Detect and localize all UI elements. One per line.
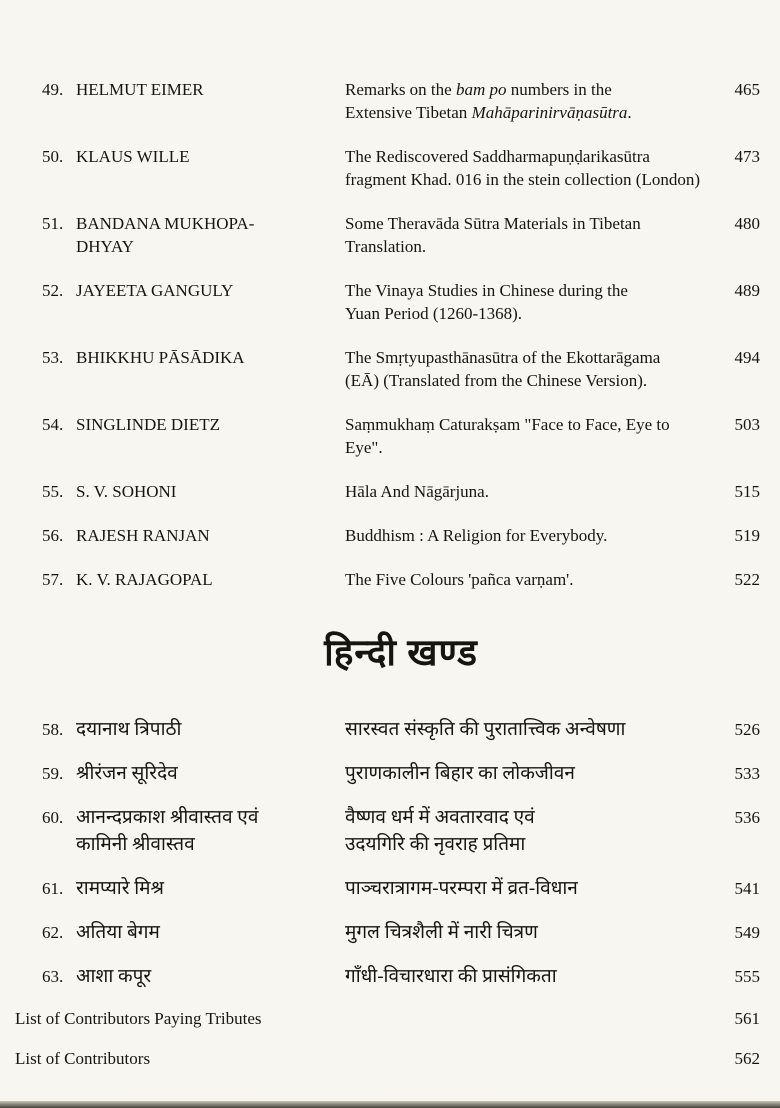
- entry-page-number: 526: [734, 720, 760, 739]
- author-line: SINGLINDE DIETZ: [76, 415, 220, 434]
- entry-number: 57.: [42, 570, 64, 589]
- entry-title: [345, 212, 714, 258]
- author-line: DHYAY: [76, 237, 134, 256]
- toc-entry: [42, 78, 760, 124]
- footer-entry: [15, 1007, 760, 1030]
- entry-page-number: 515: [734, 482, 760, 501]
- entry-author: [76, 212, 345, 258]
- title-line: [345, 78, 714, 101]
- title-line: [345, 346, 714, 369]
- title-line: [345, 235, 714, 258]
- entry-title: [345, 804, 714, 858]
- entry-title: [345, 480, 714, 503]
- title-line: [345, 101, 714, 124]
- entry-author: [76, 716, 345, 743]
- entry-number: 59.: [42, 764, 64, 783]
- toc-entry: [42, 480, 760, 503]
- page-bottom-edge: [0, 1101, 780, 1108]
- author-line: दयानाथ त्रिपाठी: [76, 719, 182, 740]
- toc-entry: [42, 413, 760, 459]
- entry-page-number: 519: [734, 526, 760, 545]
- entry-number: 60.: [42, 808, 64, 827]
- entry-title: [345, 145, 714, 191]
- author-line: S. V. SOHONI: [76, 482, 177, 501]
- entry-author: [76, 480, 345, 503]
- hindi-section-heading: हिन्दी खण्ड: [324, 633, 478, 674]
- entry-number: 49.: [42, 80, 64, 99]
- author-line: आशा कपूर: [76, 966, 152, 987]
- entry-author: [76, 760, 345, 787]
- title-line: [345, 369, 714, 392]
- title-segment: Translation.: [345, 237, 427, 256]
- title-segment: numbers in the: [506, 80, 612, 99]
- toc-entry: [42, 760, 760, 787]
- entry-author: [76, 919, 345, 946]
- author-line: JAYEETA GANGULY: [76, 281, 234, 300]
- toc-entry: [42, 346, 760, 392]
- entry-number: 63.: [42, 967, 64, 986]
- title-line: [345, 212, 714, 235]
- title-segment: पाञ्चरात्रागम-परम्परा में व्रत-विधान: [345, 878, 578, 899]
- toc-entry: [42, 919, 760, 946]
- entry-title: [345, 524, 714, 547]
- author-line: RAJESH RANJAN: [76, 526, 210, 545]
- title-line: [345, 963, 714, 990]
- footer-entry-page-number: 561: [734, 1009, 760, 1028]
- footer-entry-label: List of Contributors Paying Tributes: [15, 1009, 262, 1028]
- entry-number: 53.: [42, 348, 64, 367]
- toc-entry: [42, 716, 760, 743]
- entry-page-number: 522: [734, 570, 760, 589]
- title-segment: पुराणकालीन बिहार का लोकजीवन: [345, 763, 575, 784]
- entry-number: 58.: [42, 720, 64, 739]
- entry-number: 50.: [42, 147, 64, 166]
- title-segment: Remarks on the: [345, 80, 456, 99]
- entry-title: [345, 919, 714, 946]
- author-line: अतिया बेगम: [76, 922, 160, 943]
- title-segment: उदयगिरि की नृवराह प्रतिमा: [345, 834, 526, 855]
- entry-number: 56.: [42, 526, 64, 545]
- title-segment: .: [627, 103, 632, 122]
- title-line: [345, 831, 714, 858]
- entry-title: [345, 413, 714, 459]
- entry-title: [345, 875, 714, 902]
- entry-author: [76, 568, 345, 591]
- author-line: KLAUS WILLE: [76, 147, 190, 166]
- title-line: [345, 145, 714, 168]
- title-line: [345, 279, 714, 302]
- title-segment: The Rediscovered Saddharmapuṇḍarikasūtra: [345, 147, 650, 166]
- title-segment-italic: Mahāparinirvāṇasūtra: [471, 103, 628, 122]
- title-segment: मुगल चित्रशैली में नारी चित्रण: [345, 922, 538, 943]
- title-segment: Buddhism : A Religion for Everybody.: [345, 526, 608, 545]
- entry-number: 54.: [42, 415, 64, 434]
- entry-page-number: 533: [734, 764, 760, 783]
- entry-number: 61.: [42, 879, 64, 898]
- title-line: [345, 524, 714, 547]
- title-line: [345, 568, 714, 591]
- entry-page-number: 555: [734, 967, 760, 986]
- entry-number: 55.: [42, 482, 64, 501]
- title-segment: Eye".: [345, 438, 383, 457]
- author-line: आनन्दप्रकाश श्रीवास्तव एवं: [76, 807, 259, 828]
- toc-entry: [42, 568, 760, 591]
- title-segment: The Smṛtyupasthānasūtra of the Ekottarāgama: [345, 348, 661, 367]
- author-line: BHIKKHU PĀSĀDIKA: [76, 348, 245, 367]
- entry-number: 51.: [42, 214, 64, 233]
- title-line: [345, 875, 714, 902]
- entry-number: 52.: [42, 281, 64, 300]
- toc-hindi-section: [42, 716, 760, 990]
- toc-english-section: [42, 78, 760, 591]
- author-line: HELMUT EIMER: [76, 80, 204, 99]
- footer-entry: [15, 1047, 760, 1070]
- title-segment: (EĀ) (Translated from the Chinese Version).: [345, 371, 648, 390]
- title-line: [345, 413, 714, 436]
- entry-author: [76, 524, 345, 547]
- entry-page-number: 480: [734, 214, 760, 233]
- entry-title: [345, 963, 714, 990]
- title-line: [345, 804, 714, 831]
- entry-page-number: 536: [734, 808, 760, 827]
- title-segment: गाँधी-विचारधारा की प्रासंगिकता: [345, 966, 557, 987]
- title-segment: fragment Khad. 016 in the stein collection (London): [345, 170, 701, 189]
- title-segment: Yuan Period (1260-1368).: [345, 304, 523, 323]
- entry-title: [345, 279, 714, 325]
- title-segment: The Vinaya Studies in Chinese during the: [345, 281, 628, 300]
- entry-author: [76, 413, 345, 436]
- title-segment: Some Theravāda Sūtra Materials in Tibetan: [345, 214, 641, 233]
- title-line: [345, 480, 714, 503]
- entry-author: [76, 875, 345, 902]
- title-line: [345, 168, 714, 191]
- entry-page-number: 541: [734, 879, 760, 898]
- entry-author: [76, 78, 345, 101]
- title-segment: वैष्णव धर्म में अवतारवाद एवं: [345, 807, 535, 828]
- toc-entry: [42, 875, 760, 902]
- entry-title: [345, 568, 714, 591]
- title-line: [345, 919, 714, 946]
- author-line: BANDANA MUKHOPA-: [76, 214, 255, 233]
- entry-page-number: 489: [734, 281, 760, 300]
- toc-entry: [42, 145, 760, 191]
- entry-author: [76, 279, 345, 302]
- toc-footer-section: [15, 1007, 760, 1070]
- entry-author: [76, 963, 345, 990]
- title-segment: The Five Colours 'pañca varṇam'.: [345, 570, 574, 589]
- author-line: रामप्यारे मिश्र: [76, 878, 164, 899]
- toc-entry: [42, 212, 760, 258]
- toc-entry: [42, 279, 760, 325]
- entry-number: 62.: [42, 923, 64, 942]
- title-segment-italic: bam po: [455, 80, 507, 99]
- title-segment: Saṃmukhaṃ Caturakṣam "Face to Face, Eye to: [345, 415, 670, 434]
- entry-title: [345, 760, 714, 787]
- title-segment: Extensive Tibetan: [345, 103, 472, 122]
- entry-author: [76, 804, 345, 858]
- toc-entry: [42, 804, 760, 858]
- entry-title: [345, 78, 714, 124]
- entry-page-number: 503: [734, 415, 760, 434]
- title-line: [345, 436, 714, 459]
- entry-page-number: 465: [734, 80, 760, 99]
- toc-entry: [42, 963, 760, 990]
- author-line: K. V. RAJAGOPAL: [76, 570, 213, 589]
- entry-title: [345, 346, 714, 392]
- entry-author: [76, 145, 345, 168]
- footer-entry-page-number: 562: [734, 1049, 760, 1068]
- title-line: [345, 760, 714, 787]
- title-segment: सारस्वत संस्कृति की पुरातात्त्विक अन्वेषणा: [345, 719, 626, 740]
- entry-title: [345, 716, 714, 743]
- title-line: [345, 716, 714, 743]
- title-line: [345, 302, 714, 325]
- author-line: कामिनी श्रीवास्तव: [76, 834, 195, 855]
- entry-author: [76, 346, 345, 369]
- title-segment: Hāla And Nāgārjuna.: [345, 482, 489, 501]
- toc-entry: [42, 524, 760, 547]
- entry-page-number: 549: [734, 923, 760, 942]
- author-line: श्रीरंजन सूरिदेव: [76, 763, 178, 784]
- entry-page-number: 473: [734, 147, 760, 166]
- entry-page-number: 494: [734, 348, 760, 367]
- footer-entry-label: List of Contributors: [15, 1049, 151, 1068]
